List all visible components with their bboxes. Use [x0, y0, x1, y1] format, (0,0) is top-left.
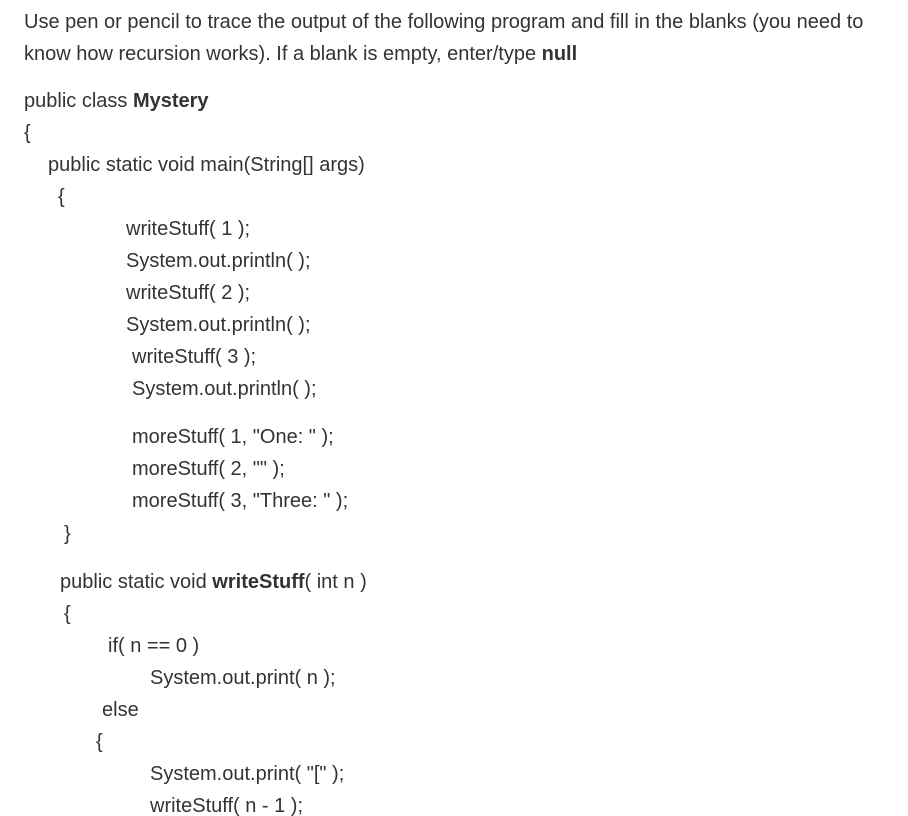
writestuff-signature: [60, 569, 367, 595]
code-line-main-2: System.out.println( );: [126, 250, 311, 272]
else-open-brace: {: [96, 731, 103, 753]
class-declaration: [24, 88, 209, 114]
code-line-main-8: moreStuff( 2, "" );: [132, 458, 285, 480]
code-line-main-6: System.out.println( );: [132, 378, 317, 400]
instructions-paragraph: [24, 6, 894, 70]
code-line-main-5: writeStuff( 3 );: [132, 346, 257, 368]
code-line-main-4: System.out.println( );: [126, 314, 311, 336]
class-name: Mystery: [132, 90, 209, 112]
recursive-call-line: writeStuff( n - 1 );: [150, 795, 304, 816]
main-open-brace: {: [58, 186, 65, 208]
writestuff-open-brace: {: [64, 603, 71, 625]
code-line-main-3: writeStuff( 2 );: [126, 282, 251, 304]
print-bracket-line: System.out.print( "[" );: [150, 763, 345, 785]
main-close-brace: }: [64, 523, 71, 545]
main-signature: public static void main(String[] args): [48, 154, 365, 176]
code-line-main-7: moreStuff( 1, "One: " );: [132, 426, 334, 448]
instructions-text: Use pen or pencil to trace the output of the following program and fill in the blanks (you need to know how recursion works). If a blank is empty, enter/type: [24, 11, 864, 65]
writestuff-prefix: public static void: [60, 571, 213, 593]
print-n-line: System.out.print( n );: [150, 667, 336, 689]
code-line-main-9: moreStuff( 3, "Three: " );: [132, 490, 349, 512]
writestuff-name: writeStuff: [212, 571, 305, 593]
writestuff-params: ( int n ): [304, 571, 367, 593]
code-line-main-1: writeStuff( 1 );: [126, 218, 251, 240]
if-statement: if( n == 0 ): [108, 635, 200, 657]
else-keyword: else: [102, 699, 139, 721]
class-open-brace: {: [24, 122, 31, 144]
null-keyword: null: [541, 43, 578, 65]
class-decl-prefix: public class: [24, 90, 133, 112]
